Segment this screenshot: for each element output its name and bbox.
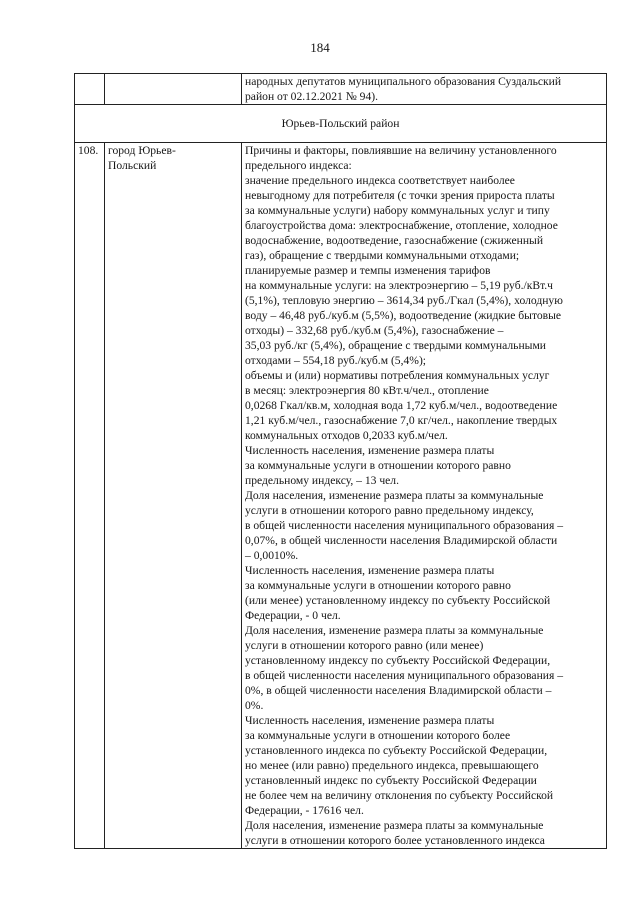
text-line: невыгодному для потребителя (с точки зрения прироста платы: [245, 189, 555, 202]
text-line: 0,07%, в общей численности населения Владимирской области: [245, 534, 558, 547]
text-line: газ), обращение с твердыми коммунальными отходами;: [245, 249, 520, 262]
text-line: Численность населения, изменение размера платы: [245, 714, 495, 727]
text-line: 35,03 руб./кг (5,4%), обращение с твердыми коммунальными: [245, 339, 546, 352]
document-table: [74, 73, 607, 849]
text-line: – 0,0010%.: [245, 549, 299, 562]
text-line: Федерации, - 0 чел.: [245, 609, 341, 622]
text-line: 0,0268 Гкал/кв.м, холодная вода 1,72 куб.м/чел., водоотведение: [245, 399, 558, 412]
text-line: водоснабжение, водоотведение, газоснабжение (сжиженный: [245, 234, 544, 247]
text-line: отходы) – 332,68 руб./куб.м (5,4%), газоснабжение –: [245, 324, 504, 337]
text-line: в месяц: электроэнергия 80 кВт.ч/чел., отопление: [245, 384, 489, 397]
text-line: но менее (или равно) предельного индекса, превышающего: [245, 759, 539, 772]
text-line: услуги в отношении которого равно (или менее): [245, 639, 484, 652]
text-line: отходами – 554,18 руб./куб.м (5,4%);: [245, 354, 427, 367]
text-line: предельному индексу, – 13 чел.: [245, 474, 399, 487]
text-line: (или менее) установленному индексу по субъекту Российской: [245, 594, 551, 607]
text-line: предельного индекса:: [245, 159, 352, 172]
entry-description: [242, 143, 607, 849]
entry-name-line: город Юрьев-: [108, 144, 176, 157]
text-line: благоустройства дома: электроснабжение, отопление, холодное: [245, 219, 558, 232]
entry-name: [105, 143, 242, 849]
text-line: объемы и (или) нормативы потребления коммунальных услуг: [245, 369, 550, 382]
text-line: Доля населения, изменение размера платы за коммунальные: [245, 819, 544, 832]
text-line: установленного индекса по субъекту Российской Федерации,: [245, 744, 548, 757]
text-line: Федерации, - 17616 чел.: [245, 804, 364, 817]
text-line: планируемые размер и темпы изменения тарифов: [245, 264, 491, 277]
text-line: услуги в отношении которого более установленного индекса: [245, 834, 545, 847]
entry-name-line: Польский: [108, 159, 157, 172]
cell-continuation-text: [242, 74, 607, 105]
text-line: за коммунальные услуги) набору коммунальных услуг и типу: [245, 204, 550, 217]
text-line: значение предельного индекса соответствует наиболее: [245, 174, 515, 187]
table-row-continuation: [75, 74, 607, 105]
text-line: установленный индекс по субъекту Российской Федерации: [245, 774, 537, 787]
page-number: 184: [310, 40, 330, 55]
text-line: коммунальных отходов 0,2033 куб.м/чел.: [245, 429, 448, 442]
text-line: 0%, в общей численности населения Владимирской области –: [245, 684, 552, 697]
text-line: за коммунальные услуги в отношении которого более: [245, 729, 511, 742]
text-line: Численность населения, изменение размера платы: [245, 564, 495, 577]
text-line: Доля населения, изменение размера платы за коммунальные: [245, 624, 544, 637]
table-row-entry: [75, 143, 607, 849]
text-line: (5,1%), тепловую энергию – 3614,34 руб./Гкал (5,4%), холодную: [245, 294, 563, 307]
text-line: 0%.: [245, 699, 264, 712]
table-row-region-header: [75, 105, 607, 143]
text-line: в общей численности населения муниципального образования –: [245, 669, 564, 682]
text-line: за коммунальные услуги в отношении которого равно: [245, 579, 511, 592]
text-line: воду – 46,48 руб./куб.м (5,5%), водоотведение (жидкие бытовые: [245, 309, 562, 322]
text-line: Численность населения, изменение размера платы: [245, 444, 495, 457]
text-line: 1,21 куб.м/чел., газоснабжение 7,0 кг/чел., накопление твердых: [245, 414, 558, 427]
text-line: не более чем на величину отклонения по субъекту Российской: [245, 789, 554, 802]
text-line: услуги в отношении которого равно предельному индексу,: [245, 504, 534, 517]
cell-name-empty: [105, 74, 242, 105]
text-line: народных депутатов муниципального образования Суздальский: [245, 75, 562, 88]
text-line: в общей численности населения муниципального образования –: [245, 519, 564, 532]
text-line: Причины и факторы, повлиявшие на величину установленного: [245, 144, 557, 157]
cell-number-empty: [75, 74, 105, 105]
entry-number: 108.: [75, 143, 105, 849]
text-line: Доля населения, изменение размера платы за коммунальные: [245, 489, 544, 502]
text-line: на коммунальные услуги: на электроэнергию – 5,19 руб./кВт.ч: [245, 279, 553, 292]
text-line: установленному индексу по субъекту Российской Федерации,: [245, 654, 551, 667]
text-line: за коммунальные услуги в отношении которого равно: [245, 459, 511, 472]
region-header: Юрьев-Польский район: [75, 105, 607, 143]
text-line: район от 02.12.2021 № 94).: [245, 90, 379, 103]
